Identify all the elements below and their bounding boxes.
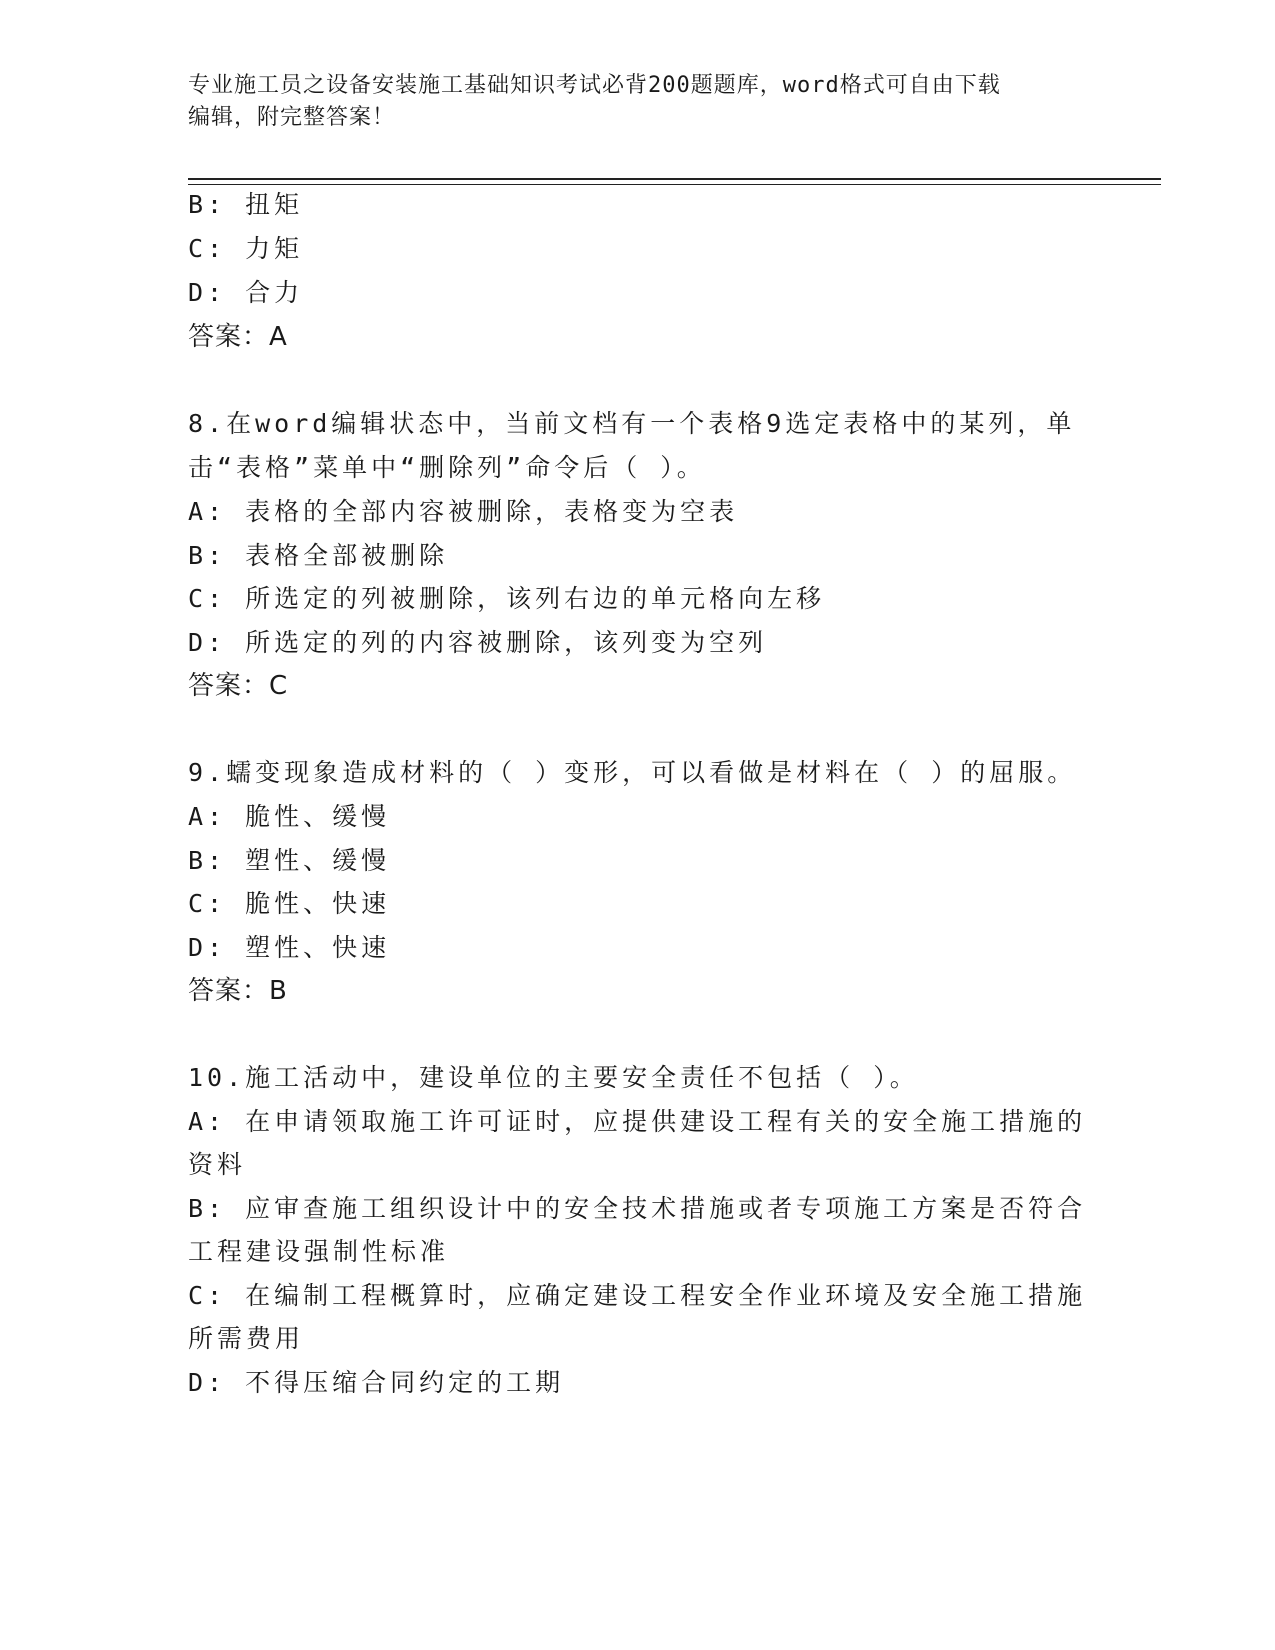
q9-answer: 答案：B <box>188 976 288 1006</box>
q9-option-c: C: 脆性、快速 <box>188 889 391 918</box>
q9-stem-line-1: 9.蠕变现象造成材料的（ ）变形，可以看做是材料在（ ）的屈服。 <box>188 758 1077 787</box>
header-title-line-1: 专业施工员之设备安装施工基础知识考试必背200题题库，word格式可自由下载 <box>188 73 1001 98</box>
q10-option-c-line-1: C: 在编制工程概算时，应确定建设工程安全作业环境及安全施工措施 <box>188 1281 1087 1310</box>
header-title-line-2: 编辑，附完整答案！ <box>188 105 396 130</box>
q10-option-b-line-2: 工程建设强制性标准 <box>188 1237 450 1266</box>
q8-option-a: A: 表格的全部内容被删除，表格变为空表 <box>188 497 739 526</box>
q10-option-b-line-1: B: 应审查施工组织设计中的安全技术措施或者专项施工方案是否符合 <box>188 1194 1087 1223</box>
q10-stem-line-1: 10.施工活动中，建设单位的主要安全责任不包括（ ）。 <box>188 1063 919 1092</box>
q8-answer: 答案：C <box>188 671 289 701</box>
q8-stem-line-2: 击“表格”菜单中“删除列”命令后（ ）。 <box>188 453 706 482</box>
q8-option-d: D: 所选定的列的内容被删除，该列变为空列 <box>188 628 768 657</box>
q10-option-d: D: 不得压缩合同约定的工期 <box>188 1368 565 1397</box>
q8-option-b: B: 表格全部被删除 <box>188 541 449 570</box>
page-header <box>188 70 1068 134</box>
q8-stem-line-1: 8.在word编辑状态中，当前文档有一个表格9选定表格中的某列，单 <box>188 409 1076 438</box>
q8-option-c: C: 所选定的列被删除，该列右边的单元格向左移 <box>188 584 826 613</box>
q7-option-d: D: 合力 <box>188 278 304 307</box>
q9-option-d: D: 塑性、快速 <box>188 933 391 962</box>
q7-option-c: C: 力矩 <box>188 234 304 263</box>
q7-option-b: B: 扭矩 <box>188 190 304 219</box>
q9-option-a: A: 脆性、缓慢 <box>188 802 391 831</box>
q10-option-c-line-2: 所需费用 <box>188 1324 305 1353</box>
header-rule-thick <box>188 178 1161 180</box>
q10-option-a-line-1: A: 在申请领取施工许可证时，应提供建设工程有关的安全施工措施的 <box>188 1107 1087 1136</box>
q9-option-b: B: 塑性、缓慢 <box>188 846 391 875</box>
q10-option-a-line-2: 资料 <box>188 1150 247 1179</box>
header-rule-thin <box>188 184 1161 185</box>
q7-answer: 答案：A <box>188 322 288 352</box>
